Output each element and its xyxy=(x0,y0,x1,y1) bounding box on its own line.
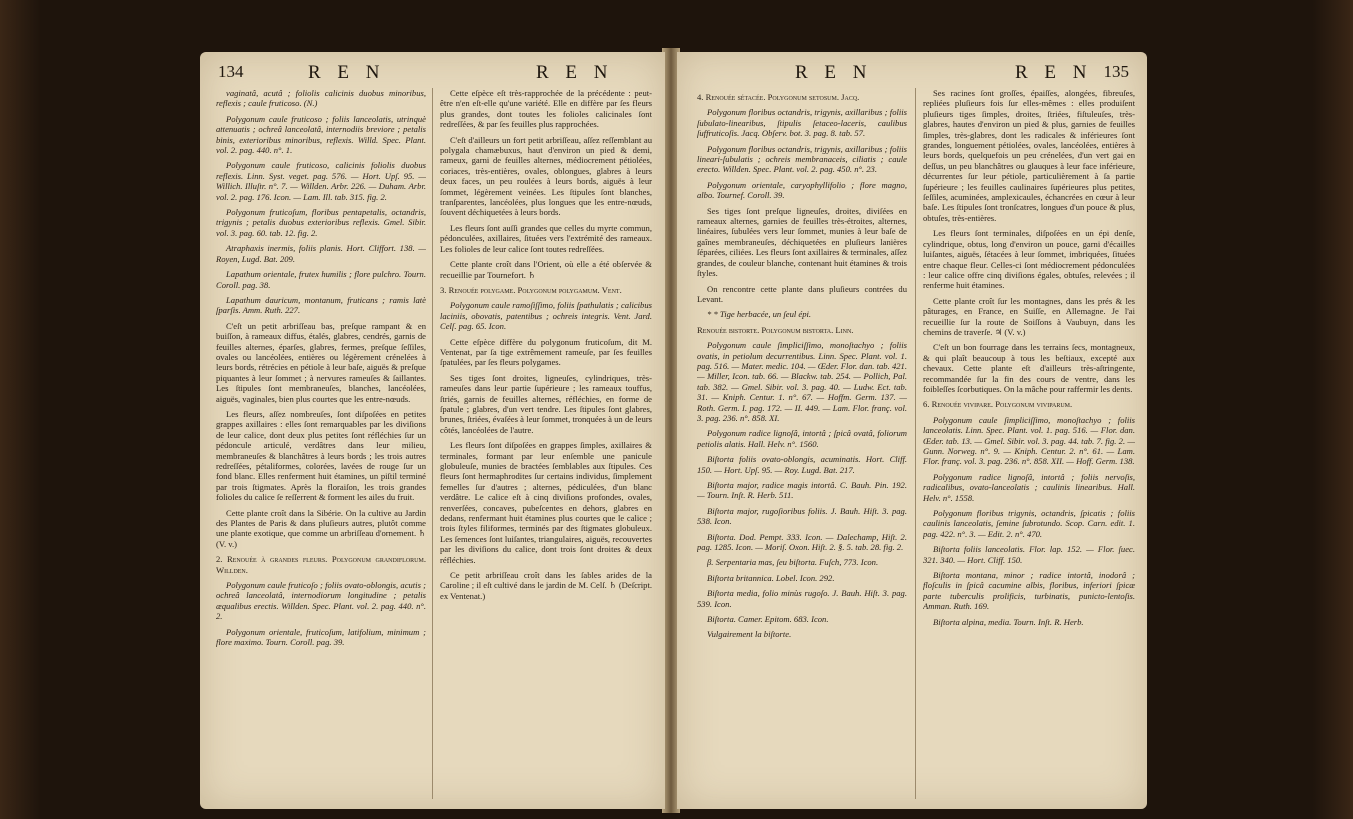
column-rule xyxy=(915,88,916,799)
paragraph: β. Serpentaria mas, ſeu biſtorta. Fuſch, 773. Icon. xyxy=(707,557,879,568)
species-heading: 4. Renouée ſétacée. Polygonum ſetoſum. Jacq. xyxy=(697,92,860,102)
paragraph: C'eſt d'ailleurs un fort petit arbriſſeau, aſſez reſſemblant au polygala chamæbuxus, haut d'environ un pied & demi, rameux, garni de feuilles alternes, médiocrement pétiolées, coriaces, très-entières, ovales, oblongues, glabres à leurs deux faces, un peu roulées à leurs bords, aiguës à leur ſommet, légèrement veinées. Les ſtipules ſont blanches, tranſparentes, lancéolées, plus longues que les entre-nœuds, ſouvent déchiquetées à leurs bords. xyxy=(440,134,652,218)
left-column-2 xyxy=(440,88,652,803)
paragraph: Ses tiges ſont preſque ligneuſes, droites, diviſées en rameaux alternes, garnies de feuilles très-étroites, alternes, linéaires, ſubulées vers leur ſommet, munies à leur baſe de gaînes membraneuſes, déchiquetées en pluſieurs lanières ſéparées, ciliées. Les fleurs ſont axillaires & terminales, aſſez grandes, de couleur blanche, contenant huit étamines & trois ſtyles. xyxy=(697,205,907,279)
paragraph: Biſtorta montana, minor ; radice intortâ, inodorâ ; floſculis in ſpicâ cacumine albis, floribus, inferiori ſpicæ parte tuberculis prolificis, turbinatis, punicto-lentoſis. Amman. Ruth. 169. xyxy=(923,570,1135,612)
paragraph: Les fleurs, aſſez nombreuſes, ſont diſpoſées en petites grappes axillaires : elles ſont remarquables par les diviſions de leur calice, dont deux plus petites ſont réfléchies ſur un pédoncule articulé, verdâtres dans leur milieu, membraneuſes & blanchâtres à leurs bords ; les trois autres redreſſées, pétaliformes, colorées, lavées de rouge ſur un fond blanc. Elles renferment huit étamines, un piſtil terminé par trois ſtigmates. Après la floraiſon, les trois grandes folioles du calice ſe reſſerrent & forment les ailes du fruit. xyxy=(216,408,426,503)
right-running-head-1: R E N xyxy=(795,62,873,83)
paragraph: Polygonum floribus octandris, trigynis, axillaribus ; foliis lineari-ſubulatis ; ochreis membranaceis, ciliatis ; caule erecto. Willden. Spec. Plant. vol. 2. pag. 450. n°. 23. xyxy=(697,143,907,175)
paragraph: Polygonum caule ſimpliciſſimo, monoſtachyo ; foliis lanceolatis. Linn. Spec. Plant. vol. 1. pag. 516. — Flor. dan. Œder. tab. 13. — Gmel. Sibir. vol. 3. pag. 44. tab. 7. fig. 2. — Gunn. Norweg. n°. 9. — Kniph. Centur. 2. n°. 61. — Lam. Flor. franç. vol. 3. pag. 236. n°. 858. XII. — Hoff. Germ. 138. xyxy=(923,414,1135,467)
paragraph: Polygonum caule fruticoſo ; foliis ovato-oblongis, acutis ; ochreâ lanceolatâ, internodiorum longitudine ; petalis æqualibus erectis. Willden. Spec. Plant. vol. 2. pag. 440. n°. 2. xyxy=(216,580,426,622)
species-heading: 6. Renouée vivipare. Polygonum viviparum. xyxy=(923,399,1073,410)
right-running-head-2: R E N xyxy=(1015,62,1093,83)
species-heading: 3. Renouée polygame. Polygonum polygamum. Vent. xyxy=(440,284,622,295)
paragraph: Biſtorta. Dod. Pempt. 333. Icon. — Dalechamp, Hiſt. 2. pag. 1285. Icon. — Moriſ. Oxon. Hiſt. 2. §. 5. tab. 28. fig. 2. xyxy=(697,531,907,553)
paragraph: Atraphaxis inermis, foliis planis. Hort. Cliffort. 138. — Royen, Lugd. Bat. 209. xyxy=(216,243,426,264)
paragraph: Polygonum caule ſimpliciſſimo, monoſtachyo ; foliis ovatis, in petiolum decurrentibus. Linn. Spec. Plant. vol. 1. pag. 516. — Mater. medic. 104. — Œder. Flor. dan. tab. 421. — Miller, Icon. tab. 66. — Blackw. tab. 254. — Pollich, Pal. tab. 382. — Gmel. Sibir. vol. 3. pag. 40. — Ludw. Ect. tab. 31. — Kniph. Centur. 1. n°. 67. — Hoffm. Germ. 137. — Roth. Germ. I. pag. 172. — II. 449. — Lam. Flor. franç. vol. 3. pag. 236. n°. 858. XI. xyxy=(697,340,907,423)
right-page xyxy=(677,52,1147,809)
paragraph: Ce petit arbriſſeau croît dans les ſables arides de la Caroline ; il eſt cultivé dans le jardin de M. Celſ. ♄ (Deſcript. ex Ventenat.) xyxy=(440,570,652,601)
paragraph: Biſtorta alpina, media. Tourn. Inſt. R. Herb. xyxy=(933,616,1084,627)
right-column-2 xyxy=(923,88,1135,803)
paragraph: Polygonum fruticoſum, floribus pentapetalis, octandris, trigynis ; petalis duobus exterioribus reflexis. Gmel. Sibir. vol. 3. pag. 60. tab. 12. fig. 2. xyxy=(216,207,426,238)
species-heading: 2. Renouée à grandes fleurs. Polygonum grandiflorum. Willden. xyxy=(216,554,426,575)
paragraph: Cette plante croît dans la Sibérie. On la cultive au Jardin des Plantes de Paris & dans pluſieurs autres, plutôt comme une plante exotique, que comme un arbriſſeau d'ornement. ♄ (V. v.) xyxy=(216,507,426,549)
paragraph: Ses racines ſont groſſes, épaiſſes, alongées, fibreuſes, repliées pluſieurs fois ſur elles-mêmes : elles produiſent pluſieurs tiges ſimples, droites, ſtriées, fiſtuleuſes, très-glabres, hautes d'environ un pied & plus, garnies de feuilles ſimples, très-glabres, dont les radicales & inférieures ſont grandes, longuement pétiolées, ovales, lancéolées, entières à leurs bords, quelquefois un peu crénelées, d'un vert gai en deſſus, un peu blanchâtres ou glauques à leur face inférieure, décurrentes ſur leur pétiole, particulièrement à ſa partie ſupérieure ; les feuilles caulinaires ſupérieures plus petites, ſeſſiles, acuminées, amplexicaules, échancrées en cœur à leur baſe. Les ſtipules ſont tronſcatres, longues d'un pouce & plus, obtuſes, très-entières. xyxy=(923,88,1135,223)
paragraph: Polygonum floribus trigynis, octandris, ſpicatis ; foliis caulinis lanceolatis, ſemine ſubrotundo. Scop. Carn. edit. 1. pag. 422. n°. 3. — Edit. 2. n°. 470. xyxy=(923,508,1135,539)
left-page xyxy=(200,52,665,809)
paragraph: Biſtorta major, rugoſioribus foliis. J. Bauh. Hiſt. 3. pag. 538. Icon. xyxy=(697,505,907,527)
paragraph: Vulgairement la biſtorte. xyxy=(707,629,792,640)
paragraph: Polygonum caule fruticoso, calicinis foliolis duobus reflexis. Linn. Syst. veget. pag. 576. — Hort. Upſ. 95. — Willich. Illuſtr. n°. 7. — Willden. Arbr. 226. — Duham. Arbr. vol. 2. pag. 176. Icon. — Lam. Ill. tab. 315. fig. 2. xyxy=(216,160,426,202)
right-column-1 xyxy=(697,88,907,803)
paragraph: Polygonum radice lignoſâ, intortâ ; foliis nervoſis, radicalibus, ovato-lanceolatis ; caulinis linearibus. Hall. Helv. n°. 1558. xyxy=(923,471,1135,503)
paragraph: Cette eſpèce diffère du polygonum fruticoſum, dit M. Ventenat, par ſa tige extrêmement rameuſe, par ſes feuilles ſpatulées, par ſes fleurs polygames. xyxy=(440,336,652,368)
paragraph: Polygonum caule ramoſiſſimo, foliis ſpathulatis ; calicibus laciniis, obovatis, patentibus ; ochreis integris. Vent. Jard. Celſ. pag. 65. Icon. xyxy=(440,300,652,332)
paragraph: Ses tiges ſont droites, ligneuſes, cylindriques, très-rameuſes dans leur partie ſupérieure ; les rameaux touffus, ſtriés, garnis de feuilles alternes, réfléchies, en forme de ſpatule ; glabres, d'un vert tendre. Les ſtipules ſont glabres, brunes, ſtriées, évaſées à leur ſommet, tronquées à un de leurs côtés, lancéolées de l'autre. xyxy=(440,372,652,435)
paragraph: vaginatâ, acutâ ; foliolis calicinis duobus minoribus, reflexis ; caule fruticoso. (N.) xyxy=(216,88,426,109)
right-page-number: 135 xyxy=(1103,62,1129,81)
paragraph: Biſtorta major, radice magis intortâ. C. Bauh. Pin. 192. — Tourn. Inſt. R. Herb. 511. xyxy=(697,480,907,501)
left-page-header xyxy=(218,62,647,86)
paragraph: Polygonum caule fruticoso ; foliis lanceolatis, utrinquè attenuatis ; ochreâ lanceolatâ, internodiis breviore ; petalis binis, exterioribus minoribus, reflexis. Willd. Spec. Plant. vol. 2. pag. 440. n°. 1. xyxy=(216,113,426,156)
left-page-number: 134 xyxy=(218,62,244,81)
species-heading: Renouée biſtorte. Polygonum biſtorta. Linn. xyxy=(697,324,854,335)
paragraph: Biſtorta. Camer. Epitom. 683. Icon. xyxy=(707,614,829,625)
paragraph: Biſtorta media, folio minùs rugoſo. J. Bauh. Hiſt. 3. pag. 539. Icon. xyxy=(697,588,907,609)
paragraph: Cette plante croît ſur les montagnes, dans les prés & les pâturages, en France, en Suiſſe, en Allemagne. Je l'ai recueillie ſur la route de Soiſſons à Vaubuyn, dans les chemins de traverſe. ♃ (V. v.) xyxy=(923,295,1135,337)
left-column-1 xyxy=(216,88,426,803)
column-rule xyxy=(432,88,433,799)
paragraph: C'eſt un bon fourrage dans les terrains ſecs, montagneux, & qui plaît beaucoup à tous les beſtiaux, excepté aux chevaux. Cette plante eſt d'ailleurs très-aſtringente, recommandée ſur la fin des cours de ventre, dans les foibleſſes ſcorbutiques. On la mâche pour raffermir les dents. xyxy=(923,342,1135,394)
paragraph: Biſtorta foliis ovato-oblongis, acuminatis. Hort. Cliff. 150. — Hort. Upſ. 95. — Roy. Lugd. Bat. 217. xyxy=(697,454,907,475)
left-running-head-1: R E N xyxy=(308,62,386,83)
paragraph: Cette plante croît dans l'Orient, où elle a été obſervée & recueillie par Tournefort. ♄ xyxy=(440,259,652,280)
paragraph: Polygonum floribus octandris, trigynis, axillaribus ; foliis ſubulato-linearibus, ſtipulis ſetaceo-laceris, caulibus ſuffruticoſis. Jacq. Obſerv. bot. 3. pag. 8. tab. 57. xyxy=(697,107,907,139)
paragraph: Lapathum orientale, frutex humilis ; flore pulchro. Tourn. Coroll. pag. 38. xyxy=(216,269,426,290)
paragraph: Polygonum radice lignoſâ, intortâ ; ſpicâ ovatâ, foliorum petiolis alatis. Hall. Helv. n°. 1560. xyxy=(697,428,907,449)
paragraph: Les fleurs ſont terminales, diſpoſées en un épi denſe, cylindrique, obtus, long d'environ un pouce, garni d'écailles luiſantes, aiguës, ſétacées à leur ſommet, imbriquées, ſituées entre chaque fleur. Celles-ci ſont médiocrement pédonculées : leur calice offre cinq diviſions égales, obtuſes, relevées ; il renferme huit étamines. xyxy=(923,228,1135,291)
paragraph: Cette eſpèce eſt très-rapprochée de la précédente : peut-être n'en eſt-elle qu'une variété. Elle en diffère par ſes fleurs plus grandes, dont toutes les folioles calicinales ſont redreſſées, & par ſes feuilles plus rapprochées. xyxy=(440,88,652,130)
paragraph: Biſtorta britannica. Lobel. Icon. 292. xyxy=(707,572,835,583)
paragraph: Lapathum dauricum, montanum, fruticans ; ramis latè ſparſis. Amm. Ruth. 227. xyxy=(216,294,426,316)
paragraph: C'eſt un petit arbriſſeau bas, preſque rampant & en buiſſon, à rameaux diffus, étalés, glabres, cendrés, garnis de feuilles alternes, éparſes, glabres, fermes, preſque ſeſſiles, ovales ou lancéolées, entières ou légèrement crénelées à leurs bords, rétrécies en pétiole à leur baſe, aiguës & preſque piquantes à leur ſommet ; à nervures rameuſes & ſaillantes. Les ſtipules ſont membraneuſes, blanches, lancéolées, aiguës, vaginales, bien plus courtes que les entre-nœuds. xyxy=(216,320,426,404)
paragraph: Polygonum orientale, fruticoſum, latifolium, minimum ; flore maximo. Tourn. Coroll. pag. 39. xyxy=(216,626,426,648)
paragraph: On rencontre cette plante dans pluſieurs contrées du Levant. xyxy=(697,283,907,304)
left-running-head-2: R E N xyxy=(536,62,614,83)
paragraph: Polygonum orientale, caryophyllifolio ; flore magno, albo. Tournef. Coroll. 39. xyxy=(697,179,907,201)
right-page-header xyxy=(695,62,1129,86)
paragraph: Biſtorta foliis lanceolatis. Flor. lap. 152. — Flor. ſuec. 321. 340. — Hort. Cliff. 150. xyxy=(923,544,1135,565)
paragraph: Les fleurs ſont auſſi grandes que celles du myrte commun, pédonculées, axillaires, ſituées vers l'extrémité des rameaux. Les folioles de leur calice ſont toutes redreſſées. xyxy=(440,222,652,254)
paragraph: * * Tige herbacée, un ſeul épi. xyxy=(707,309,812,320)
paragraph: Les fleurs ſont diſpoſées en grappes ſimples, axillaires & terminales, formant par leur enſemble une panicule globuleuſe, munies de bractées ſemblables aux ſtipules. Ces fleurs ſont hermaphrodites ſur certains individus, ſimplement femelles ſur d'autres ; alternes, pédiculées, d'un blanc verdâtre. Le calice eſt à cinq diviſions profondes, ovales, renverſées, concaves, pubeſcentes en dehors, glabres en dedans, renfermant huit étamines plus courtes que le calice ; trois ſtyles filiformes, terminés par des ſtigmates globuleux. Les ſemences ſont luiſantes, triangulaires, aiguës, recouvertes par les diviſions du calice, dont trois ſont droites & deux réfléchies. xyxy=(440,440,652,565)
